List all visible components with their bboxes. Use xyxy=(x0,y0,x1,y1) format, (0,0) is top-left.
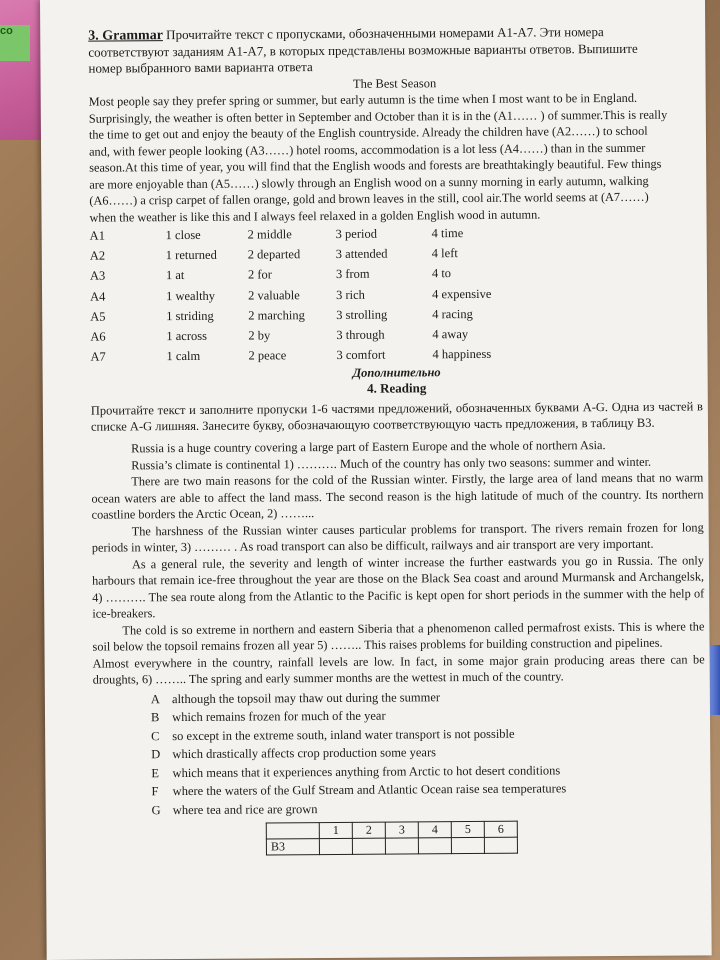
answer-col-header: 1 xyxy=(319,822,352,838)
answer-header-row xyxy=(266,821,517,839)
grammar-text-line: the time to get out and enjoy the beauty of the English countryside. Already the children have (A2……) to school xyxy=(88,123,648,142)
grammar-instr-line-3: номер выбранного вами варианта ответа xyxy=(88,59,313,76)
option-4: 4 happiness xyxy=(432,347,492,362)
options-table xyxy=(90,222,553,367)
grammar-text-line: are more enjoyable than (A5……) slowly through an English wood on a sunny morning in early autumn, walking xyxy=(89,173,649,192)
choice-text: which means that it experiences anything from Arctic to hot desert conditions xyxy=(172,762,561,780)
grammar-text-line: (A6……) a crisp carpet of fallen orange, gold and brown leaves in the still, cool air.The world seems at (A7……) xyxy=(89,189,649,208)
answer-cell[interactable] xyxy=(451,837,484,853)
option-3: 3 rich xyxy=(336,287,365,302)
option-id: A7 xyxy=(90,349,106,365)
choice-item xyxy=(152,797,706,819)
reading-paragraph: The harshness of the Russian winter causes particular problems for transport. The rivers remain frozen for long periods in winter, 3) ……… . As road transport can also be difficult, railways and air transport are very important. xyxy=(91,519,704,555)
reading-paragraph: As a general rule, the severity and length of winter increase the further eastwards you go in Russia. The only harbours that remain ice-free throughout the year are those on the Black Sea coast and around Murmansk and Archangelsk, 4) ………. The sea route along from the Atlantic to the Pacific is kept open for short periods in the summer with the help of ice-breakers. xyxy=(92,552,705,621)
answer-row-label: B3 xyxy=(266,839,319,855)
choice-letter: C xyxy=(151,728,160,743)
reading-paragraph: There are two main reasons for the cold of the Russian winter. Firstly, the large area of land means that no warm ocean waters are able to affect the land mass. The second reason is the high latitude of much of the country. Its northern coastline borders the Arctic Ocean, 2) ……... xyxy=(91,470,704,522)
option-4: 4 away xyxy=(432,327,469,342)
option-1: 1 across xyxy=(166,328,208,344)
answer-cell[interactable] xyxy=(352,838,385,854)
answer-cell[interactable] xyxy=(418,838,451,854)
option-3: 3 attended xyxy=(335,246,388,261)
choice-letter: A xyxy=(150,691,160,706)
option-2: 2 marching xyxy=(248,307,305,323)
option-4: 4 racing xyxy=(432,306,473,322)
option-id: A2 xyxy=(89,248,106,263)
option-1: 1 striding xyxy=(166,308,214,323)
grammar-text-line: season.At this time of year, you will find that the English woods and forests are breathtakingly beautiful. Few things xyxy=(89,156,662,175)
option-3: 3 strolling xyxy=(336,307,388,322)
reading-paragraph: Almost everywhere in the country, rainfall levels are low. In fact, in some major grain producing areas there can be droughts, 6) …….. The spring and early summer months are the wettest in much of the country. xyxy=(92,651,705,687)
extra-label: Дополнительно xyxy=(352,365,441,380)
choice-letter: D xyxy=(151,747,161,762)
reading-paragraph: The cold is so extreme in northern and eastern Siberia that a phenomenon called permafrost exists. This is where the soil below the topsoil remains frozen all year 5) …….. This raises problems for building construction and pipelines. xyxy=(92,618,705,654)
option-2: 2 valuable xyxy=(248,287,300,303)
option-4: 4 time xyxy=(431,225,464,240)
answer-corner-cell xyxy=(266,823,319,839)
answer-col-header: 3 xyxy=(385,822,418,838)
answer-cell[interactable] xyxy=(385,838,418,854)
option-id: A1 xyxy=(89,228,105,243)
choice-text: although the topsoil may thaw out during the summer xyxy=(171,689,441,706)
grammar-header: 3. Grammar xyxy=(88,28,163,44)
reading-instructions: Прочитайте текст и заполните пропуски 1-6 частями предложений, обозначенных буквами А-G. Одна из частей в списке А-G лишняя. Занесите букву, обозначающую соответствующую часть предложения, в таблицу B3. xyxy=(90,399,703,434)
option-1: 1 returned xyxy=(165,247,217,263)
option-4: 4 to xyxy=(431,266,452,281)
text-title: The Best Season xyxy=(352,76,437,91)
reading-paragraph: Russia is a huge country covering a large part of Eastern Europe and the whole of northern Asia. xyxy=(131,438,606,456)
answer-col-header: 6 xyxy=(484,821,517,837)
choice-text: which remains frozen for much of the year xyxy=(172,708,386,725)
grammar-text-line: and, with fewer people looking (A3……) hotel rooms, accommodation is a lot less (A4……) than in the summer xyxy=(89,140,646,159)
answer-cell[interactable] xyxy=(319,838,352,854)
choice-text: so except in the extreme south, inland water transport is not possible xyxy=(172,726,515,743)
option-3: 3 comfort xyxy=(336,348,386,363)
answer-col-header: 4 xyxy=(418,822,451,838)
worksheet-content xyxy=(88,23,706,856)
green-sticker xyxy=(0,25,30,61)
option-3: 3 period xyxy=(335,226,377,241)
choice-letter: E xyxy=(151,765,160,780)
grammar-text xyxy=(89,89,702,225)
option-1: 1 close xyxy=(165,227,201,242)
option-2: 2 middle xyxy=(247,226,292,242)
green-sticker-text: co xyxy=(0,25,13,37)
answer-table xyxy=(266,821,518,856)
choice-text: which drastically affects crop production some years xyxy=(172,745,437,762)
option-3: 3 from xyxy=(335,266,370,282)
option-2: 2 by xyxy=(248,328,271,343)
answer-col-header: 2 xyxy=(352,822,385,838)
reading-text xyxy=(91,436,705,688)
grammar-instr-line-1: Прочитайте текст с пропусками, обозначенными номерами А1-А7. Эти номера xyxy=(166,24,604,43)
reading-header: 4. Reading xyxy=(367,380,427,396)
option-1: 1 at xyxy=(165,268,185,283)
answer-row xyxy=(266,837,517,855)
option-id: A6 xyxy=(90,329,106,344)
option-id: A4 xyxy=(90,289,106,304)
option-2: 2 peace xyxy=(248,348,287,363)
option-2: 2 for xyxy=(247,267,272,282)
answer-col-header: 5 xyxy=(451,821,484,837)
option-4: 4 expensive xyxy=(432,286,492,301)
option-1: 1 wealthy xyxy=(166,288,216,303)
worksheet-page xyxy=(40,0,712,960)
choice-letter: B xyxy=(150,710,160,725)
grammar-instr-line-2: соответствуют заданиям А1-А7, в которых представлены возможные варианты ответов. Выпишите xyxy=(88,40,638,60)
grammar-text-line: Surprisingly, the weather is often better in September and October than it is in the (A1…… ) of summer.This is really xyxy=(88,107,668,126)
option-id: A5 xyxy=(90,309,106,324)
answer-choices xyxy=(151,686,706,819)
choice-text: where tea and rice are grown xyxy=(172,801,318,817)
option-id: A3 xyxy=(89,268,106,283)
answer-cell[interactable] xyxy=(484,837,517,853)
reading-paragraph: Russia’s climate is continental 1) ………. Much of the country has only two seasons: summer and winter. xyxy=(131,454,652,472)
choice-text: where the waters of the Gulf Stream and Atlantic Ocean raise sea temperatures xyxy=(172,781,567,799)
option-4: 4 left xyxy=(431,246,458,261)
grammar-text-line: Most people say they prefer spring or summer, but early autumn is the time when I most want to be in England. xyxy=(88,90,638,109)
choice-letter: G xyxy=(151,802,161,817)
choice-letter: F xyxy=(151,784,159,799)
option-2: 2 departed xyxy=(247,247,301,262)
grammar-text-line: when the weather is like this and I always feel relaxed in a golden English wood in autumn. xyxy=(89,207,541,225)
option-3: 3 through xyxy=(336,327,385,343)
option-1: 1 calm xyxy=(166,349,201,364)
